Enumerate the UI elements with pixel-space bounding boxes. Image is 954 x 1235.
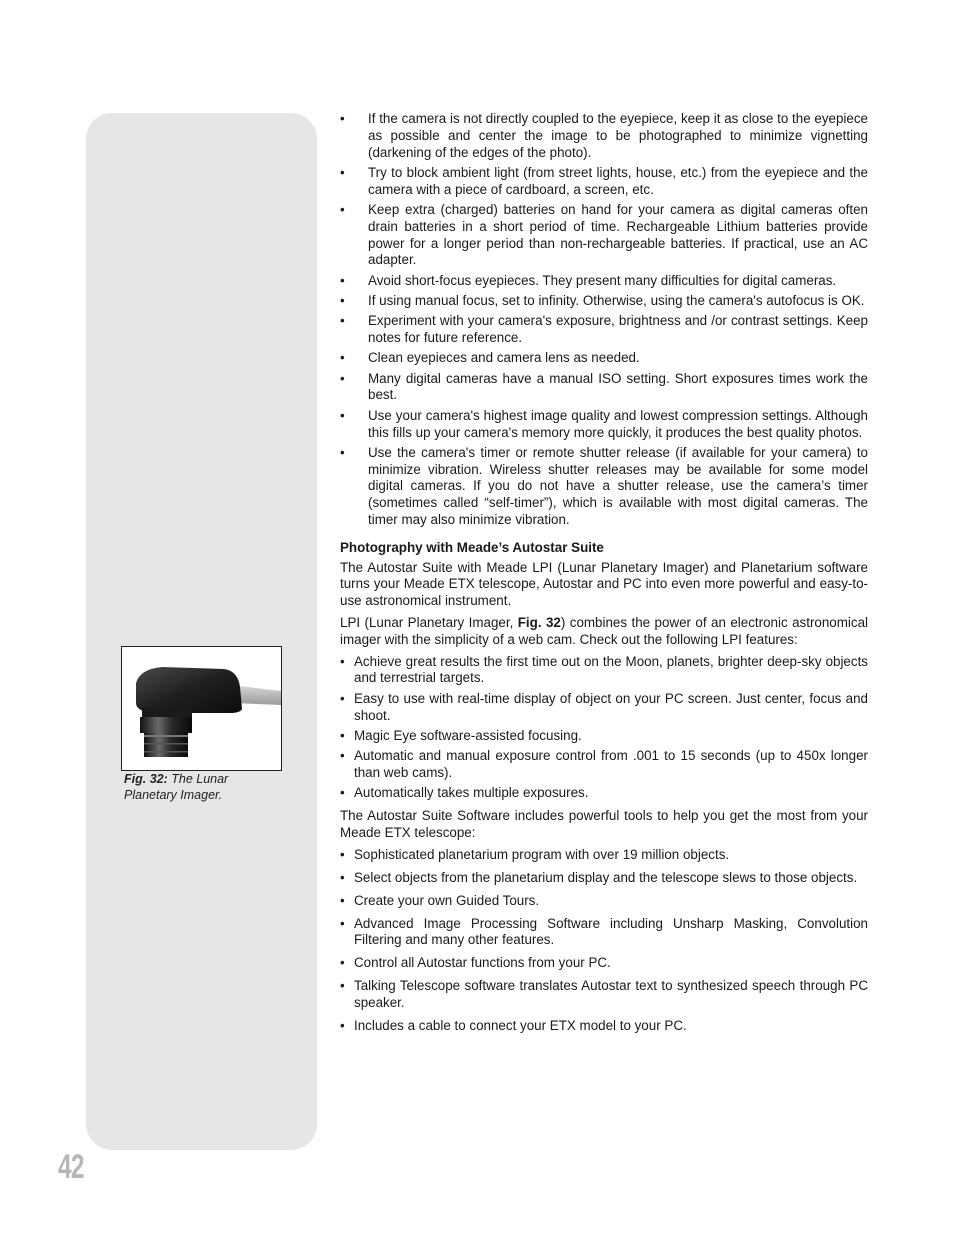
lpi-figure-image <box>121 646 282 771</box>
lpi-features-list <box>340 654 868 802</box>
page-number: 42 <box>58 1148 84 1186</box>
list-item: • If using manual focus, set to infinity. Otherwise, using the camera's autofocus is OK. <box>340 293 868 310</box>
photography-tips-list <box>340 111 868 529</box>
lpi-paragraph <box>340 615 868 649</box>
list-item: • Control all Autostar functions from your PC. <box>340 955 868 972</box>
list-item: • Use your camera's highest image quality and lowest compression settings. Although this fills up your camera's memory more quickly, it produces the best quality photos. <box>340 408 868 442</box>
list-item: • Select objects from the planetarium display and the telescope slews to those objects. <box>340 870 868 887</box>
list-item: • If the camera is not directly coupled to the eyepiece, keep it as close to the eyepiece as possible and center the image to be photographed to minimize vignetting (darkening of the edges of the photo). <box>340 111 868 161</box>
list-item: • Experiment with your camera's exposure, brightness and /or contrast settings. Keep notes for future reference. <box>340 313 868 347</box>
list-item: • Sophisticated planetarium program with over 19 million objects. <box>340 847 868 864</box>
lpi-text-start: LPI (Lunar Planetary Imager, <box>340 615 518 631</box>
list-item: • Automatically takes multiple exposures. <box>340 785 868 802</box>
list-item: • Create your own Guided Tours. <box>340 893 868 910</box>
list-item: • Advanced Image Processing Software including Unsharp Masking, Convolution Filtering and many other features. <box>340 916 868 950</box>
list-item: • Keep extra (charged) batteries on hand for your camera as digital cameras often drain batteries in a short period of time. Rechargeable Lithium batteries provide power for a longer period than non-rechargeable batteries. If practical, use an AC adapter. <box>340 202 868 269</box>
list-item: • Magic Eye software-assisted focusing. <box>340 728 868 745</box>
list-item: • Includes a cable to connect your ETX model to your PC. <box>340 1018 868 1035</box>
list-item: • Easy to use with real-time display of object on your PC screen. Just center, focus and shoot. <box>340 691 868 725</box>
list-item: • Use the camera's timer or remote shutter release (if available for your camera) to minimize vibration. Wireless shutter releases may be available for some model digital cameras. If you do not have a shutter release, use the camera’s timer (sometimes called “self-timer”), which is available with most digital cameras. The timer may also minimize vibration. <box>340 445 868 529</box>
list-item: • Talking Telescope software translates Autostar text to synthesized speech through PC speaker. <box>340 978 868 1012</box>
software-features-list <box>340 847 868 1035</box>
figure-label: Fig. 32: <box>124 772 168 786</box>
list-item: • Achieve great results the first time out on the Moon, planets, brighter deep-sky objects and terrestrial targets. <box>340 654 868 688</box>
figure-caption-text: The Lunar Planetary Imager. <box>124 772 229 802</box>
list-item: • Many digital cameras have a manual ISO setting. Short exposures times work the best. <box>340 371 868 405</box>
figure-caption <box>124 772 284 803</box>
lunar-planetary-imager-icon <box>122 647 281 770</box>
software-intro: The Autostar Suite Software includes powerful tools to help you get the most from your Meade ETX telescope: <box>340 807 868 840</box>
list-item: • Automatic and manual exposure control from .001 to 15 seconds (up to 450x longer than web cams). <box>340 748 868 782</box>
lpi-figure-ref: Fig. 32 <box>517 615 561 631</box>
lpi-text-end: ) combines the power of an electronic astronomical imager with the simplicity of a web cam. Check out the following LPI features: <box>340 615 868 647</box>
section-intro: The Autostar Suite with Meade LPI (Lunar Planetary Imager) and Planetarium software turns your Meade ETX telescope, Autostar and PC into even more powerful and easy-to-use astronomical instrument. <box>340 559 868 609</box>
list-item: • Clean eyepieces and camera lens as needed. <box>340 350 868 367</box>
sidebar-panel <box>86 113 317 1150</box>
main-content <box>340 111 868 1041</box>
list-item: • Try to block ambient light (from street lights, house, etc.) from the eyepiece and the camera with a piece of cardboard, a screen, etc. <box>340 165 868 199</box>
section-heading: Photography with Meade’s Autostar Suite <box>340 539 604 555</box>
list-item: • Avoid short-focus eyepieces. They present many difficulties for digital cameras. <box>340 273 868 290</box>
